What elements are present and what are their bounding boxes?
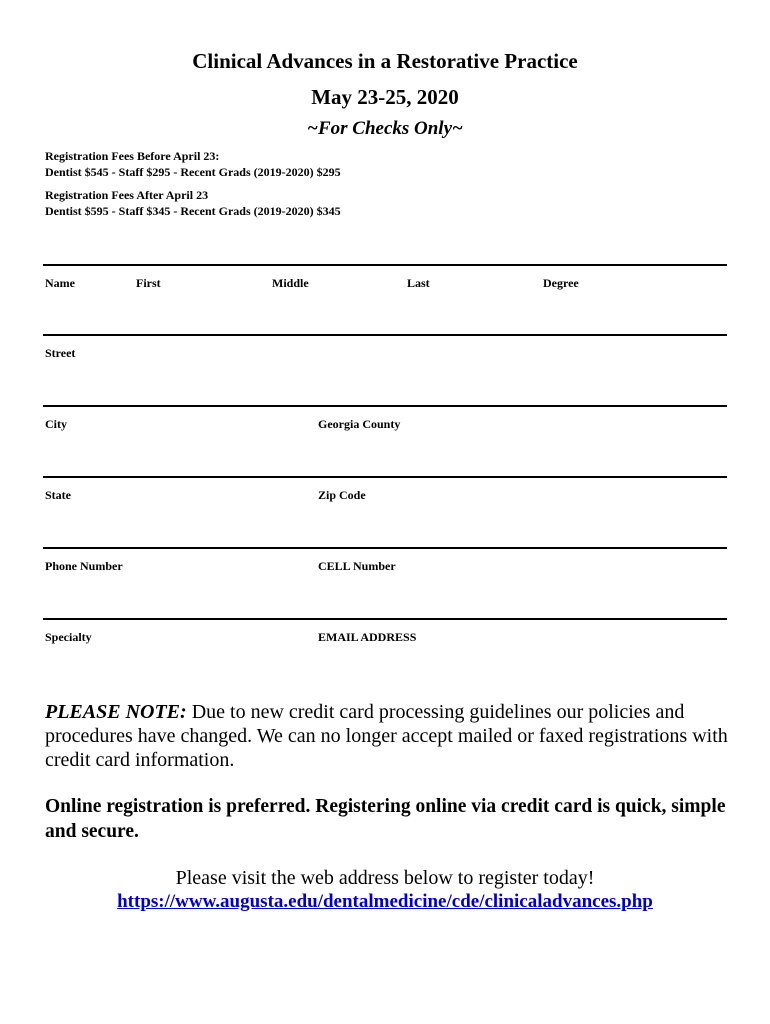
state-label: State [45, 488, 71, 502]
city-label: City [45, 417, 67, 431]
cell-number-label: CELL Number [318, 559, 396, 573]
form-divider [43, 405, 727, 407]
notice-body: Due to new credit card processing guidelines our policies and procedures have changed. We can no longer accept mailed or faxed registrations with credit card information. [45, 701, 728, 771]
street-label: Street [45, 346, 76, 360]
first-name-label: First [136, 276, 161, 290]
form-divider [43, 618, 727, 620]
form-divider [43, 476, 727, 478]
name-label: Name [45, 276, 75, 290]
notice-lead: PLEASE NOTE: [45, 701, 187, 723]
fees-before [45, 148, 341, 180]
form-divider [43, 264, 727, 266]
zip-code-label: Zip Code [318, 488, 366, 502]
form-divider [43, 334, 727, 336]
fees-after-detail: Dentist $595 - Staff $345 - Recent Grads (2019-2020) $345 [45, 204, 341, 218]
fees-before-detail: Dentist $545 - Staff $295 - Recent Grads (2019-2020) $295 [45, 165, 341, 179]
registration-link[interactable]: https://www.augusta.edu/dentalmedicine/cde/clinicaladvances.php [117, 891, 653, 912]
fees-after-heading: Registration Fees After April 23 [45, 188, 209, 202]
online-preferred-text: Online registration is preferred. Registering online via credit card is quick, simple and secure. [45, 796, 726, 842]
degree-label: Degree [543, 276, 579, 290]
page-subtitle: ~For Checks Only~ [307, 118, 463, 139]
middle-name-label: Middle [272, 276, 309, 290]
event-dates: May 23-25, 2020 [311, 85, 459, 109]
specialty-label: Specialty [45, 630, 92, 644]
fees-after [45, 187, 341, 219]
page-title: Clinical Advances in a Restorative Practice [192, 49, 578, 73]
form-divider [43, 547, 727, 549]
visit-text: Please visit the web address below to register today! [175, 867, 595, 889]
policy-notice [45, 700, 735, 772]
last-name-label: Last [407, 276, 430, 290]
county-label: Georgia County [318, 417, 401, 431]
email-address-label: EMAIL ADDRESS [318, 630, 417, 644]
fees-before-heading: Registration Fees Before April 23: [45, 149, 220, 163]
phone-number-label: Phone Number [45, 559, 123, 573]
